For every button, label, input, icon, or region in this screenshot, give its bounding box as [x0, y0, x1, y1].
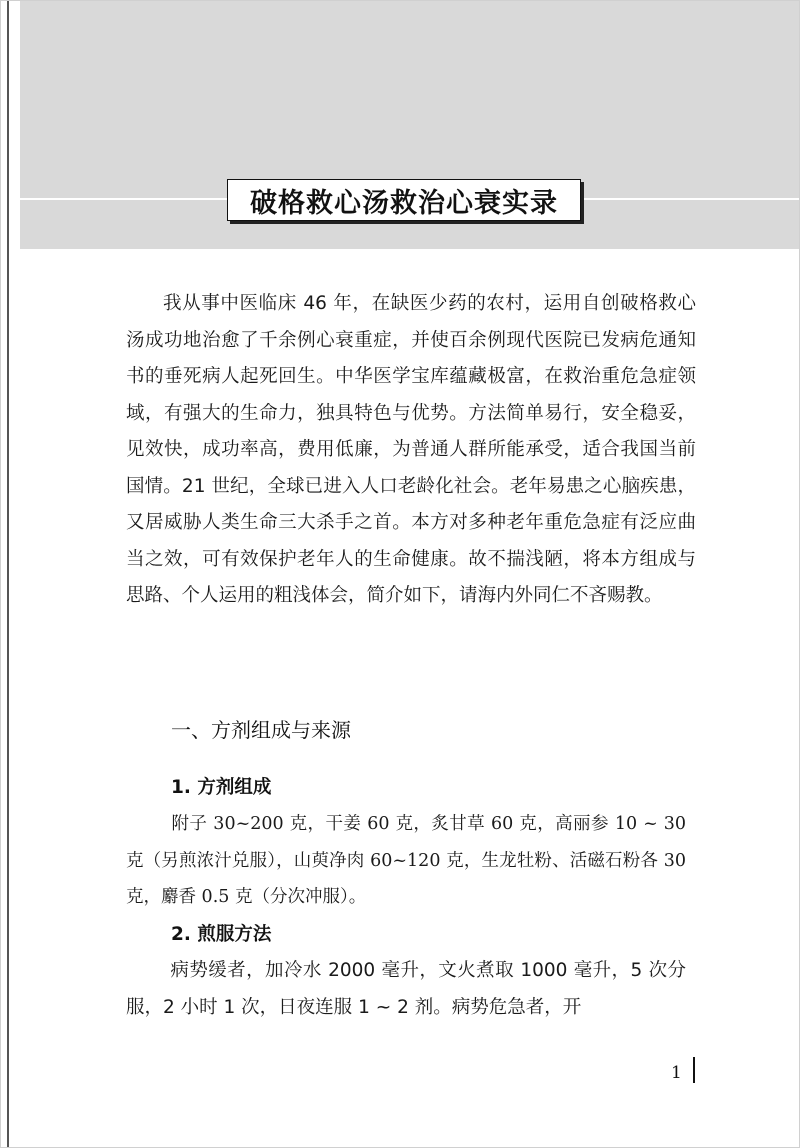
formula-paragraph: 附子 30~200 克，干姜 60 克，炙甘草 60 克，高丽参 10 ~ 30 克（另煎浓汁兑服），山萸净肉 60~120 克，生龙牡粉、活磁石粉各 30 克，麝香 0.5 克（分次冲服）。: [126, 814, 686, 907]
header-divider-right: [583, 198, 800, 200]
method-paragraph: 病势缓者，加冷水 2000 毫升，文火煮取 1000 毫升，5 次分服，2 小时 1 次，日夜连服 1 ~ 2 剂。病势危急者，开: [126, 960, 686, 1018]
header-divider-left: [20, 198, 227, 200]
chapter-title: 破格救心汤救治心衰实录: [250, 187, 558, 219]
chapter-title-box: [227, 179, 581, 221]
section-heading: 一、方剂组成与来源: [171, 718, 351, 742]
subsection-heading-method: 2. 煎服方法: [171, 924, 272, 945]
intro-paragraph: 我从事中医临床 46 年，在缺医少药的农村，运用自创破格救心汤成功地治愈了千余例心衰重症，并使百余例现代医院已发病危通知书的垂死病人起死回生。中华医学宝库蕴藏极富，在救治重危急症领域，有强大的生命力，独具特色与优势。方法简单易行，安全稳妥，见效快，成功率高，费用低廉，为普通人群所能承受，适合我国当前国情。21 世纪，全球已进入人口老龄化社会。老年易患之心脑疾患，又居威胁人类生命三大杀手之首。本方对多种老年重危急症有泛应曲当之效，可有效保护老年人的生命健康。故不揣浅陋，将本方组成与思路、个人运用的粗浅体会，简介如下，请海内外同仁不吝赐教。: [126, 293, 696, 606]
page-number: 1: [671, 1063, 682, 1083]
page-number-rule: [693, 1057, 695, 1083]
subsection-heading-formula: 1. 方剂组成: [171, 777, 272, 798]
page-binding-rule: [7, 1, 9, 1147]
